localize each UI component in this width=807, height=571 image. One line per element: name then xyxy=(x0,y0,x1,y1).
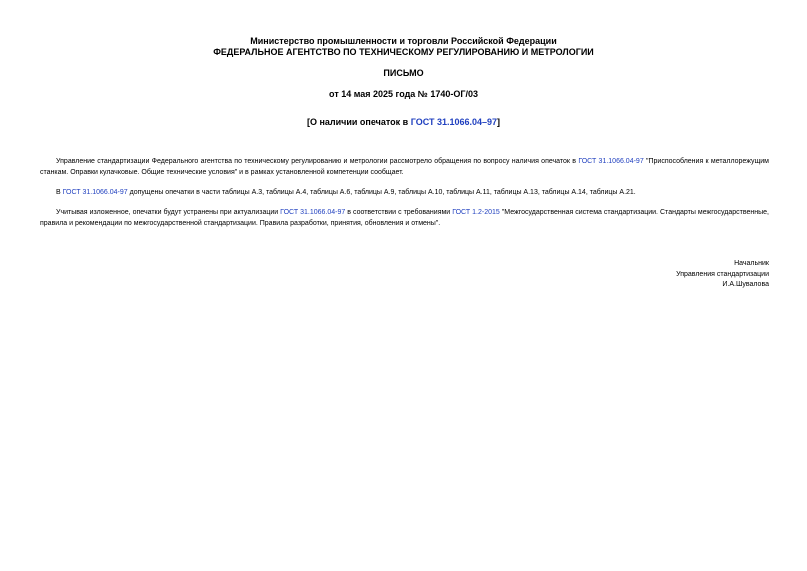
paragraph-2-text-b: допущены опечатки в части таблицы А.3, таблицы А.4, таблицы А.6, таблицы А.9, таблицы А.10, таблицы А.11, таблицы А.13, таблицы А.14, таблицы А.21. xyxy=(127,189,636,196)
paragraph-3-text-c: "Межгосударственная система стандартизации. Стандарты межгосударственные, правила и рекомендации по межгосударственной стандартизации. Правила разработки, принятия, обновления и отмены". xyxy=(40,209,769,227)
paragraph-3-gost-link-1[interactable]: ГОСТ 31.1066.04-97 xyxy=(280,209,346,216)
signature-name: И.А.Шувалова xyxy=(722,281,769,288)
paragraph-2 xyxy=(40,187,769,198)
paragraph-1-text-a: Управление стандартизации Федерального агентства по техническому регулированию и метрологии рассмотрело обращения по вопросу наличия опечаток в xyxy=(56,158,579,165)
paragraph-2-gost-link[interactable]: ГОСТ 31.1066.04-97 xyxy=(62,189,128,196)
paragraph-3-text-b: в соответствии с требованиями xyxy=(345,209,453,216)
paragraph-1-text-b: "Приспособления к металлорежущим станкам. Оправки кулачковые. Общие технические условия" и в рамках установленной компетенции сообщает. xyxy=(40,158,769,176)
paragraph-1-gost-link[interactable]: ГОСТ 31.1066.04-97 xyxy=(578,158,644,165)
signature-block xyxy=(676,259,769,291)
signature-position: Начальник xyxy=(734,260,769,267)
document-type: ПИСЬМО xyxy=(383,68,424,78)
agency-name: ФЕДЕРАЛЬНОЕ АГЕНТСТВО ПО ТЕХНИЧЕСКОМУ РЕГУЛИРОВАНИЮ И МЕТРОЛОГИИ xyxy=(213,47,594,57)
paragraph-2-text-a: В xyxy=(56,189,63,196)
ministry-name: Министерство промышленности и торговли Российской Федерации xyxy=(250,36,557,46)
paragraph-1 xyxy=(40,156,769,178)
paragraph-3-gost-link-2[interactable]: ГОСТ 1.2-2015 xyxy=(452,209,500,216)
subject-suffix: ] xyxy=(497,117,501,127)
subject-prefix: [О наличии опечаток в xyxy=(306,117,411,127)
signature-department: Управления стандартизации xyxy=(676,270,769,278)
document-date-number: от 14 мая 2025 года № 1740-ОГ/03 xyxy=(329,89,478,99)
letter-header xyxy=(0,36,807,58)
document-subject xyxy=(0,117,807,127)
subject-gost-link[interactable]: ГОСТ 31.1066.04–97 xyxy=(410,117,498,127)
paragraph-3 xyxy=(40,207,769,229)
paragraph-3-text-a: Учитывая изложенное, опечатки будут устранены при актуализации xyxy=(56,209,281,216)
